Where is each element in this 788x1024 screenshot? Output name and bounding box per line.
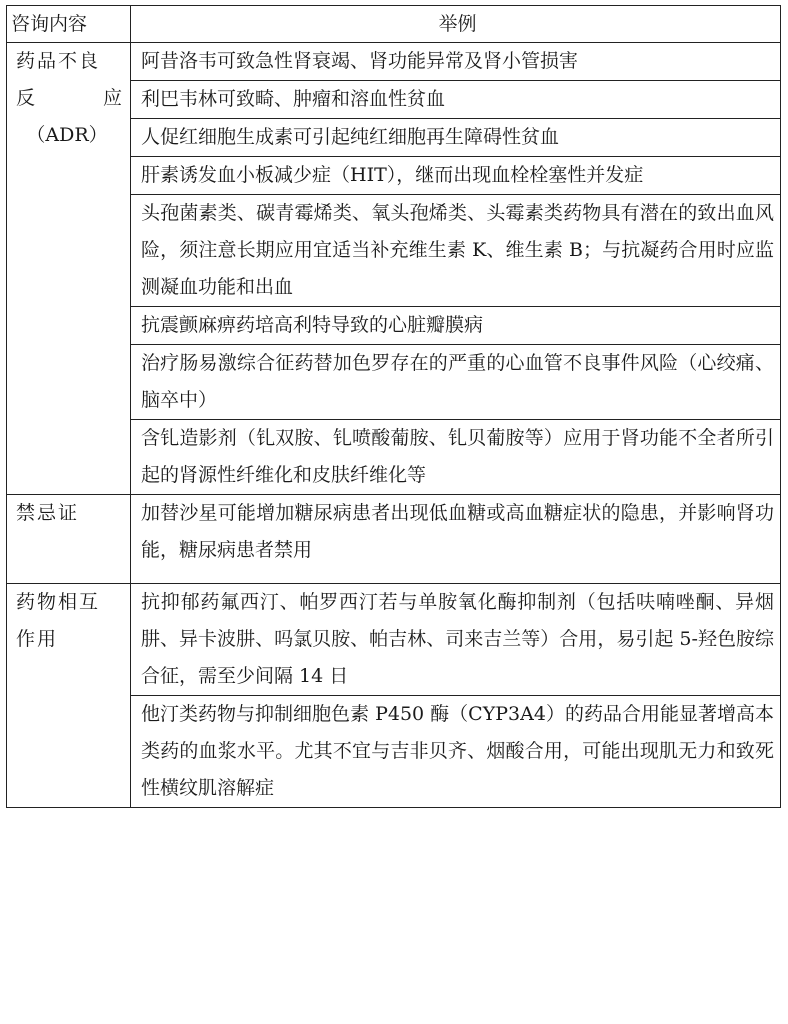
category-adr-line2-b: 应	[102, 87, 124, 109]
header-category: 咨询内容	[7, 6, 131, 43]
header-row	[7, 6, 781, 43]
category-contraindication: 禁忌证	[7, 495, 131, 584]
adr-row-1	[7, 43, 781, 81]
adr-example-3: 人促红细胞生成素可引起纯红细胞再生障碍性贫血	[131, 119, 781, 157]
adr-example-6: 抗震颤麻痹药培高利特导致的心脏瓣膜病	[131, 307, 781, 345]
interaction-row-1	[7, 584, 781, 696]
category-adr-line2	[16, 80, 126, 117]
category-adr	[7, 43, 131, 495]
interaction-example-1: 抗抑郁药氟西汀、帕罗西汀若与单胺氧化酶抑制剂（包括呋喃唑酮、异烟肼、异卡波肼、吗氯贝胺、帕吉林、司来吉兰等）合用，易引起 5-羟色胺综合征，需至少间隔 14 日	[131, 584, 781, 696]
adr-example-7: 治疗肠易激综合征药替加色罗存在的严重的心血管不良事件风险（心绞痛、脑卒中）	[131, 345, 781, 420]
category-interaction-line2: 作用	[16, 628, 59, 650]
header-example: 举例	[131, 6, 781, 43]
adr-example-8: 含钆造影剂（钆双胺、钆喷酸葡胺、钆贝葡胺等）应用于肾功能不全者所引起的肾源性纤维化和皮肤纤维化等	[131, 420, 781, 495]
category-interaction	[7, 584, 131, 808]
category-adr-line2-a: 反	[16, 87, 38, 109]
interaction-example-2: 他汀类药物与抑制细胞色素 P450 酶（CYP3A4）的药品合用能显著增高本类药的血浆水平。尤其不宜与吉非贝齐、烟酸合用，可能出现肌无力和致死性横纹肌溶解症	[131, 696, 781, 808]
category-adr-line1: 药品不良	[16, 50, 101, 72]
adr-example-1: 阿昔洛韦可致急性肾衰竭、肾功能异常及肾小管损害	[131, 43, 781, 81]
drug-consultation-table	[6, 5, 781, 808]
adr-example-5: 头孢菌素类、碳青霉烯类、氧头孢烯类、头霉素类药物具有潜在的致出血风险，须注意长期应用宜适当补充维生素 K、维生素 B；与抗凝药合用时应监测凝血功能和出血	[131, 195, 781, 307]
contraindication-example: 加替沙星可能增加糖尿病患者出现低血糖或高血糖症状的隐患，并影响肾功能，糖尿病患者禁用	[131, 495, 781, 584]
adr-example-4: 肝素诱发血小板减少症（HIT），继而出现血栓栓塞性并发症	[131, 157, 781, 195]
category-interaction-line1: 药物相互	[16, 591, 101, 613]
category-adr-line3: （ADR）	[26, 124, 108, 146]
adr-example-2: 利巴韦林可致畸、肿瘤和溶血性贫血	[131, 81, 781, 119]
contraindication-row	[7, 495, 781, 584]
